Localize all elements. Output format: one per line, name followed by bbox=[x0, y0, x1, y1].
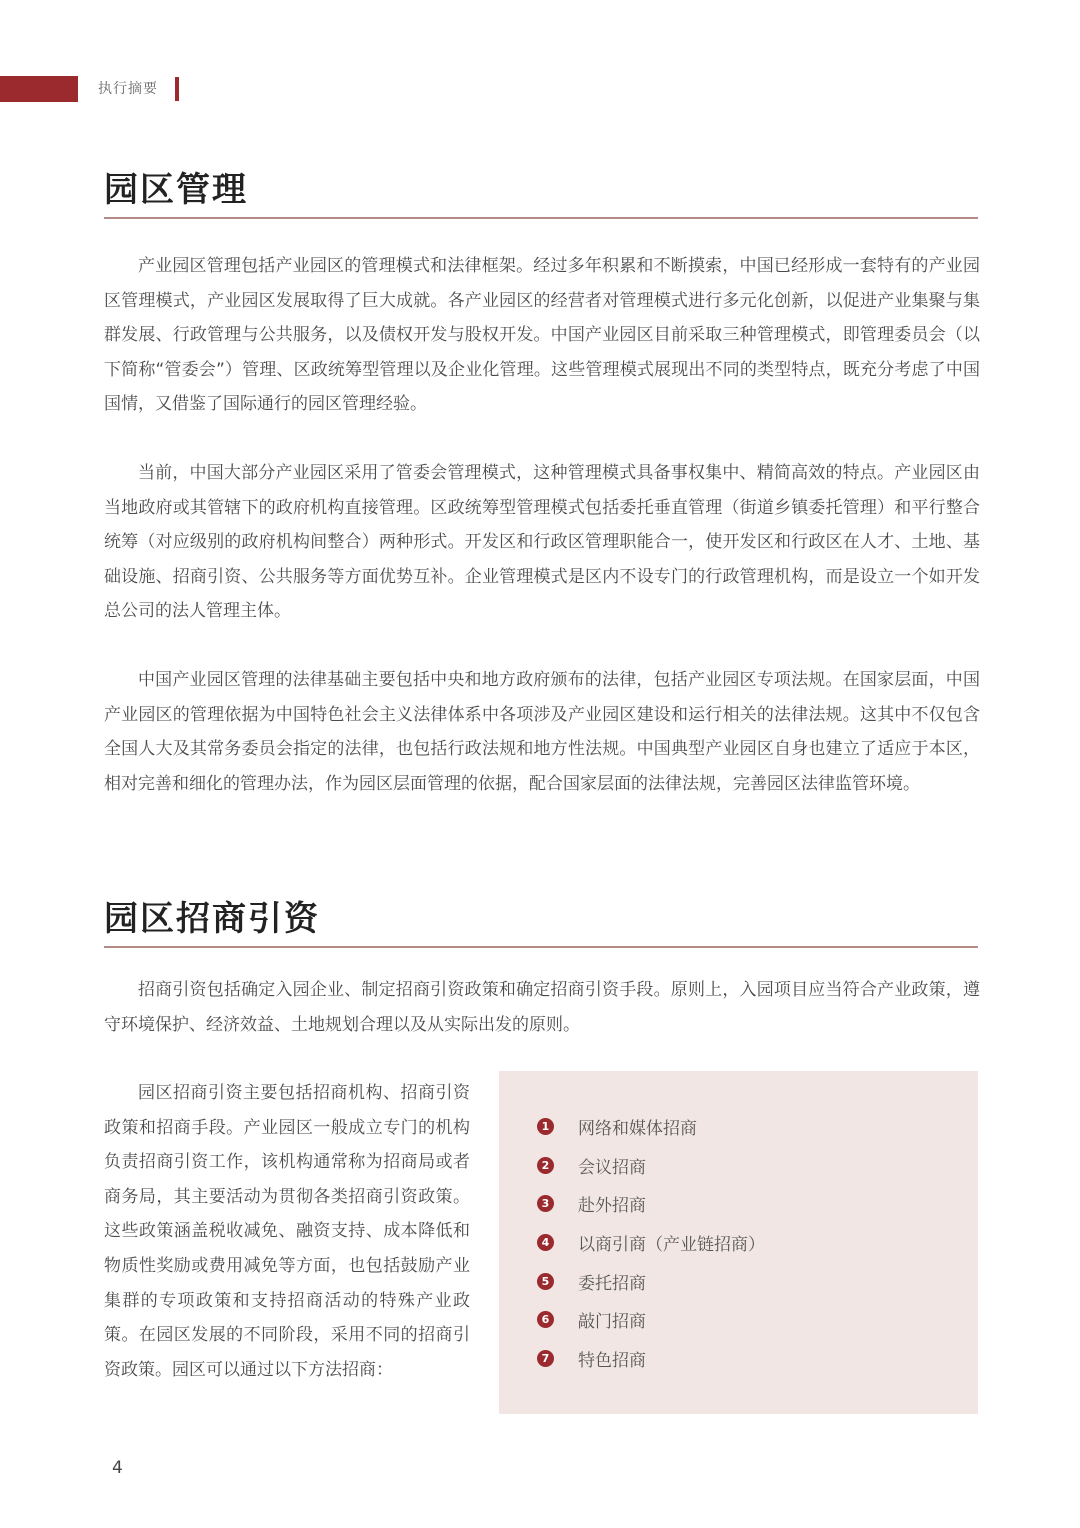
list-item bbox=[537, 1339, 765, 1378]
method-label: 以商引商（产业链招商） bbox=[578, 1234, 765, 1255]
section-rule bbox=[104, 946, 978, 948]
method-label: 会议招商 bbox=[578, 1157, 646, 1178]
page-number: 4 bbox=[112, 1458, 123, 1478]
list-item bbox=[537, 1300, 765, 1339]
section-rule bbox=[104, 217, 978, 219]
investment-methods-box bbox=[499, 1071, 978, 1414]
number-badge-icon: 5 bbox=[537, 1273, 554, 1290]
investment-methods-list bbox=[537, 1107, 765, 1378]
body-paragraph: 招商引资包括确定入园企业、制定招商引资政策和确定招商引资手段。原则上，入园项目应当符合产业政策，遵守环境保护、经济效益、土地规划合理以及从实际出发的原则。 bbox=[104, 980, 980, 1035]
header-divider bbox=[175, 77, 179, 101]
method-label: 赴外招商 bbox=[578, 1196, 646, 1217]
body-paragraph: 当前，中国大部分产业园区采用了管委会管理模式，这种管理模式具备事权集中、精简高效的特点。产业园区由当地政府或其管辖下的政府机构直接管理。区政统筹型管理模式包括委托垂直管理（街道乡镇委托管理）和平行整合统筹（对应级别的政府机构间整合）两种形式。开发区和行政区管理职能合一，使开发区和行政区在人才、土地、基础设施、招商引资、公共服务等方面优势互补。企业管理模式是区内不设专门的行政管理机构，而是设立一个如开发总公司的法人管理主体。 bbox=[104, 463, 980, 622]
number-badge-icon: 4 bbox=[537, 1234, 554, 1251]
body-paragraph: 中国产业园区管理的法律基础主要包括中央和地方政府颁布的法律，包括产业园区专项法规。在国家层面，中国产业园区的管理依据为中国特色社会主义法律体系中各项涉及产业园区建设和运行相关的法律法规。这其中不仅包含全国人大及其常务委员会指定的法律，也包括行政法规和地方性法规。中国典型产业园区自身也建立了适应于本区，相对完善和细化的管理办法，作为园区层面管理的依据，配合国家层面的法律法规，完善园区法律监管环境。 bbox=[104, 670, 980, 794]
header-accent-bar bbox=[0, 76, 78, 102]
method-label: 网络和媒体招商 bbox=[578, 1118, 697, 1139]
header-section-label: 执行摘要 bbox=[98, 81, 158, 97]
list-item bbox=[537, 1107, 765, 1146]
list-item bbox=[537, 1184, 765, 1223]
body-paragraph: 园区招商引资主要包括招商机构、招商引资政策和招商手段。产业园区一般成立专门的机构负责招商引资工作，该机构通常称为招商局或者商务局，其主要活动为贯彻各类招商引资政策。这些政策涵盖税收减免、融资支持、成本降低和物质性奖励或费用减免等方面，也包括鼓励产业集群的专项政策和支持招商活动的特殊产业政策。在园区发展的不同阶段，采用不同的招商引资政策。园区可以通过以下方法招商： bbox=[104, 1083, 470, 1380]
method-label: 特色招商 bbox=[578, 1350, 646, 1371]
list-item bbox=[537, 1262, 765, 1301]
number-badge-icon: 6 bbox=[537, 1311, 554, 1328]
section-title-park-management: 园区管理 bbox=[104, 170, 248, 210]
section-title-investment-attraction: 园区招商引资 bbox=[104, 899, 320, 939]
list-item bbox=[537, 1146, 765, 1185]
number-badge-icon: 1 bbox=[537, 1118, 554, 1135]
number-badge-icon: 7 bbox=[537, 1350, 554, 1367]
method-label: 委托招商 bbox=[578, 1273, 646, 1294]
list-item bbox=[537, 1223, 765, 1262]
body-paragraph: 产业园区管理包括产业园区的管理模式和法律框架。经过多年积累和不断摸索，中国已经形成一套特有的产业园区管理模式，产业园区发展取得了巨大成就。各产业园区的经营者对管理模式进行多元化创新，以促进产业集聚与集群发展、行政管理与公共服务，以及债权开发与股权开发。中国产业园区目前采取三种管理模式，即管理委员会（以下简称“管委会”）管理、区政统筹型管理以及企业化管理。这些管理模式展现出不同的类型特点，既充分考虑了中国国情，又借鉴了国际通行的园区管理经验。 bbox=[104, 256, 980, 415]
number-badge-icon: 2 bbox=[537, 1157, 554, 1174]
number-badge-icon: 3 bbox=[537, 1195, 554, 1212]
method-label: 敲门招商 bbox=[578, 1312, 646, 1333]
